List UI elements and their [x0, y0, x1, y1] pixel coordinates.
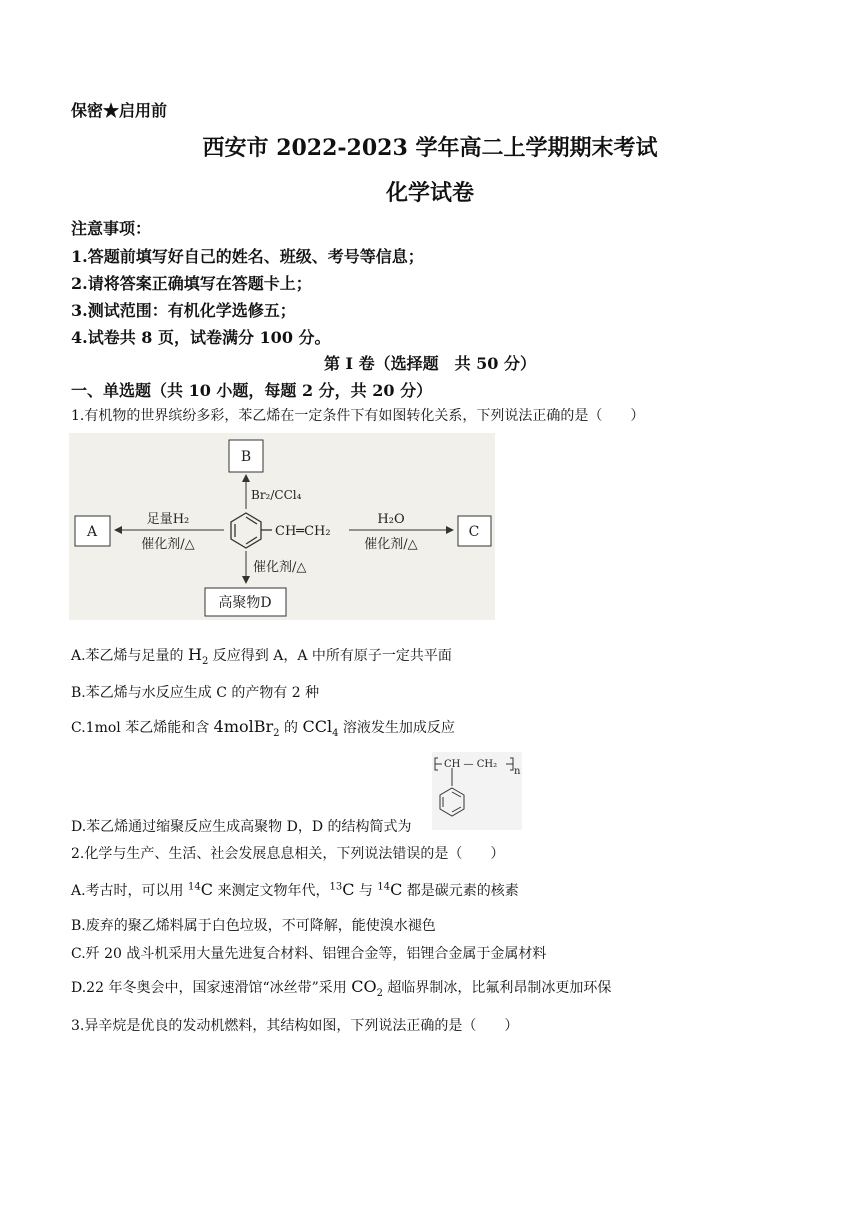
polymer-n: n	[514, 766, 521, 777]
exam-subject: 化学试卷	[385, 180, 474, 206]
notice-heading: 注意事项：	[71, 219, 152, 238]
benzene-ring-icon	[231, 513, 272, 548]
section-title: 一、单选题（共 10 小题，每题 2 分，共 20 分）	[71, 381, 433, 400]
notice-item: 2.请将答案正确填写在答题卡上；	[71, 274, 312, 293]
right-condition: 催化剂/△	[364, 537, 418, 552]
q2-option-a: A.考古时，可以用 $^{14}$C 来测定文物年代，$^{13}$C 与 $^{14}$C 都是碳元素的核素	[71, 880, 519, 899]
notice-item: 3.测试范围：有机化学选修五；	[71, 301, 296, 320]
styrene-conversion-diagram	[69, 433, 495, 620]
box-c-label: C	[468, 524, 480, 540]
down-condition: 催化剂/△	[253, 560, 307, 575]
question-2-stem: 2.化学与生产、生活、社会发展息息相关，下列说法错误的是（ ）	[71, 846, 505, 862]
polymer-chain: CH — CH₂	[444, 759, 498, 770]
box-a-label: A	[86, 524, 98, 540]
q2-option-d: D.22 年冬奥会中，国家速滑馆“冰丝带”采用 $CO_2$ 超临界制冰，比氟利昂制冰更加环保	[71, 977, 612, 999]
q1-option-d: D.苯乙烯通过缩聚反应生成高聚物 D，D 的结构简式为	[71, 819, 412, 835]
vinyl-group: CH═CH₂	[275, 524, 331, 539]
question-3-stem: 3.异辛烷是优良的发动机燃料，其结构如图，下列说法正确的是（ ）	[71, 1018, 519, 1034]
part-title: 第 I 卷（选择题 共 50 分）	[323, 354, 537, 373]
q1-option-b: B.苯乙烯与水反应生成 C 的产物有 2 种	[71, 685, 320, 701]
question-1-stem: 1.有机物的世界缤纷多彩，苯乙烯在一定条件下有如图转化关系，下列说法正确的是（ ）	[71, 408, 645, 424]
box-d-label: 高聚物D	[218, 595, 272, 611]
q2-option-c: C.歼 20 战斗机采用大量先进复合材料、铝锂合金等，铝锂合金属于金属材料	[71, 946, 547, 962]
q2-option-b: B.废弃的聚乙烯料属于白色垃圾，不可降解，能使溴水褪色	[71, 918, 436, 934]
q1-option-c: C.1mol 苯乙烯能和含 4molBr$_2$ 的 CCl$_4$ 溶液发生加成反应	[71, 717, 455, 739]
box-b-label: B	[240, 449, 252, 465]
polystyrene-structure	[432, 752, 522, 830]
notice-item: 4.试卷共 8 页，试卷满分 100 分。	[71, 328, 331, 347]
exam-title: 西安市 2022-2023 学年高二上学期期末考试	[202, 135, 658, 161]
left-reagent: 足量H₂	[146, 512, 190, 527]
confidential-mark: 保密★启用前	[71, 101, 168, 120]
right-reagent: H₂O	[377, 512, 405, 527]
left-condition: 催化剂/△	[141, 537, 195, 552]
q1-option-a: A.苯乙烯与足量的 $H_2$ 反应得到 A，A 中所有原子一定共平面	[71, 645, 452, 667]
notice-item: 1.答题前填写好自己的姓名、班级、考号等信息；	[71, 247, 424, 266]
up-reagent: Br₂/CCl₄	[251, 488, 302, 502]
